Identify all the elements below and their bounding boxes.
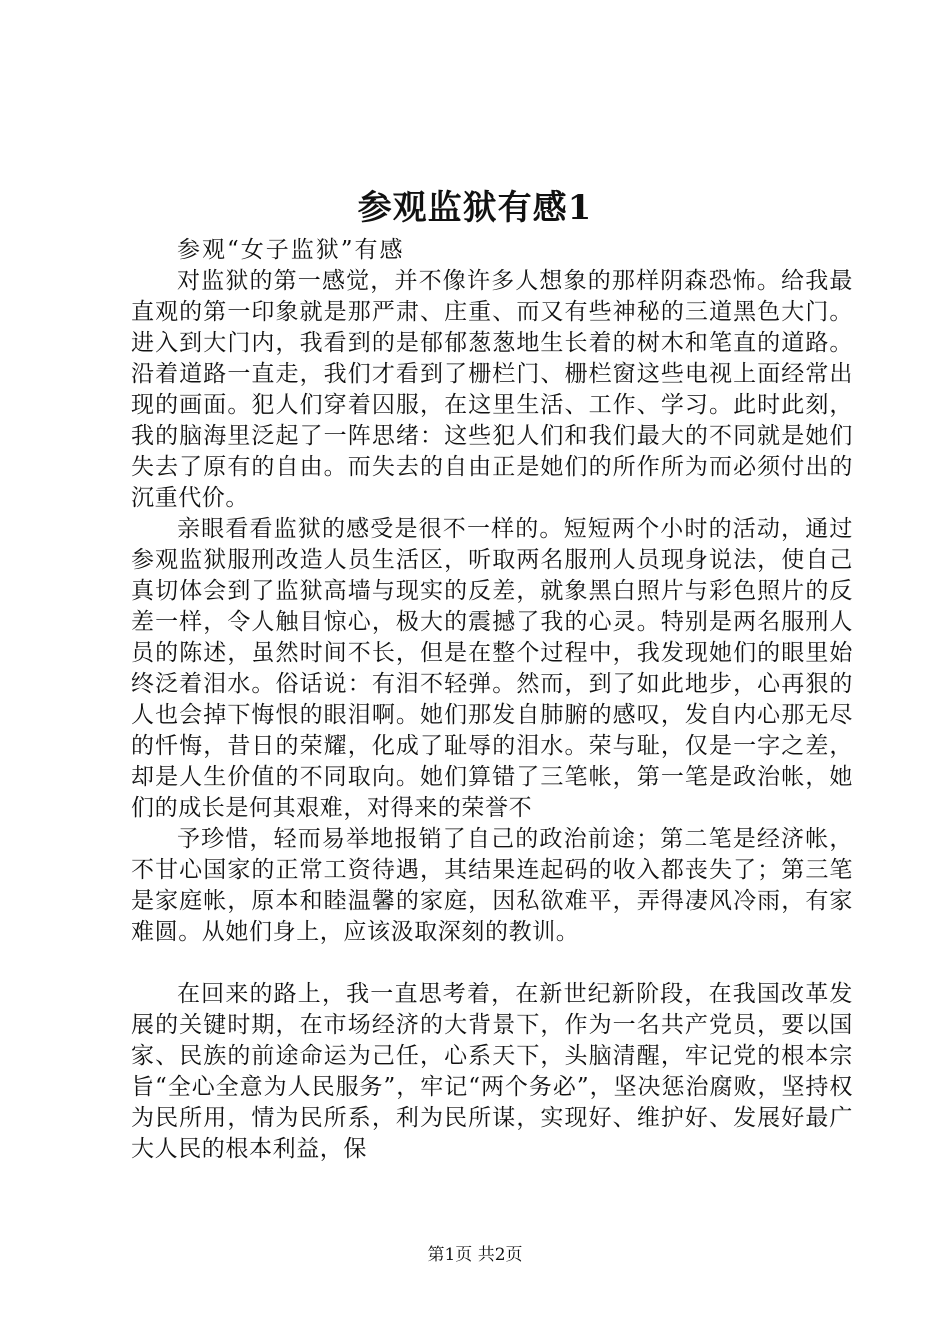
page-footer: 第1页 共2页	[427, 1245, 523, 1265]
paragraph-2: 亲眼看看监狱的感受是很不一样的。短短两个小时的活动，通过参观监狱服刑改造人员生活区，听取两名服刑人员现身说法，使自己真切体会到了监狱高墙与现实的反差，就象黑白照片与彩色照片的反差一样，令人触目惊心，极大的震撼了我的心灵。特别是两名服刑人员的陈述，虽然时间不长，但是在整个过程中，我发现她们的眼里始终泛着泪水。俗话说：有泪不轻弹。然而，到了如此地步，心再狠的人也会掉下悔恨的眼泪啊。她们那发自肺腑的感叹，发自内心那无尽的忏悔，昔日的荣耀，化成了耻辱的泪水。荣与耻，仅是一字之差，却是人生价值的不同取向。她们算错了三笔帐，第一笔是政治帐，她们的成长是何其艰难，对得来的荣誉不	[131, 516, 853, 821]
paragraph-3: 予珍惜，轻而易举地报销了自己的政治前途；第二笔是经济帐，不甘心国家的正常工资待遇，其结果连起码的收入都丧失了；第三笔是家庭帐，原本和睦温馨的家庭，因私欲难平，弄得凄风冷雨，有家难圆。从她们身上，应该汲取深刻的教训。	[131, 826, 853, 945]
paragraph-4: 在回来的路上，我一直思考着，在新世纪新阶段，在我国改革发展的关键时期，在市场经济的大背景下，作为一名共产党员，要以国家、民族的前途命运为己任，心系天下，头脑清醒，牢记党的根本宗旨“全心全意为人民服务”，牢记“两个务必”，坚决惩治腐败，坚持权为民所用，情为民所系，利为民所谋，实现好、维护好、发展好最广大人民的根本利益，保	[131, 981, 853, 1162]
document-title: 参观监狱有感1	[357, 188, 593, 228]
paragraph-1: 对监狱的第一感觉，并不像许多人想象的那样阴森恐怖。给我最直观的第一印象就是那严肃、庄重、而又有些神秘的三道黑色大门。进入到大门内，我看到的是郁郁葱葱地生长着的树木和笔直的道路。沿着道路一直走，我们才看到了栅栏门、栅栏窗这些电视上面经常出现的画面。犯人们穿着囚服，在这里生活、工作、学习。此时此刻，我的脑海里泛起了一阵思绪：这些犯人们和我们最大的不同就是她们失去了原有的自由。而失去的自由正是她们的所作所为而必须付出的沉重代价。	[131, 268, 853, 511]
document-body	[131, 235, 853, 1165]
paragraph-subtitle: 参观“女子监狱”有感	[177, 237, 405, 263]
